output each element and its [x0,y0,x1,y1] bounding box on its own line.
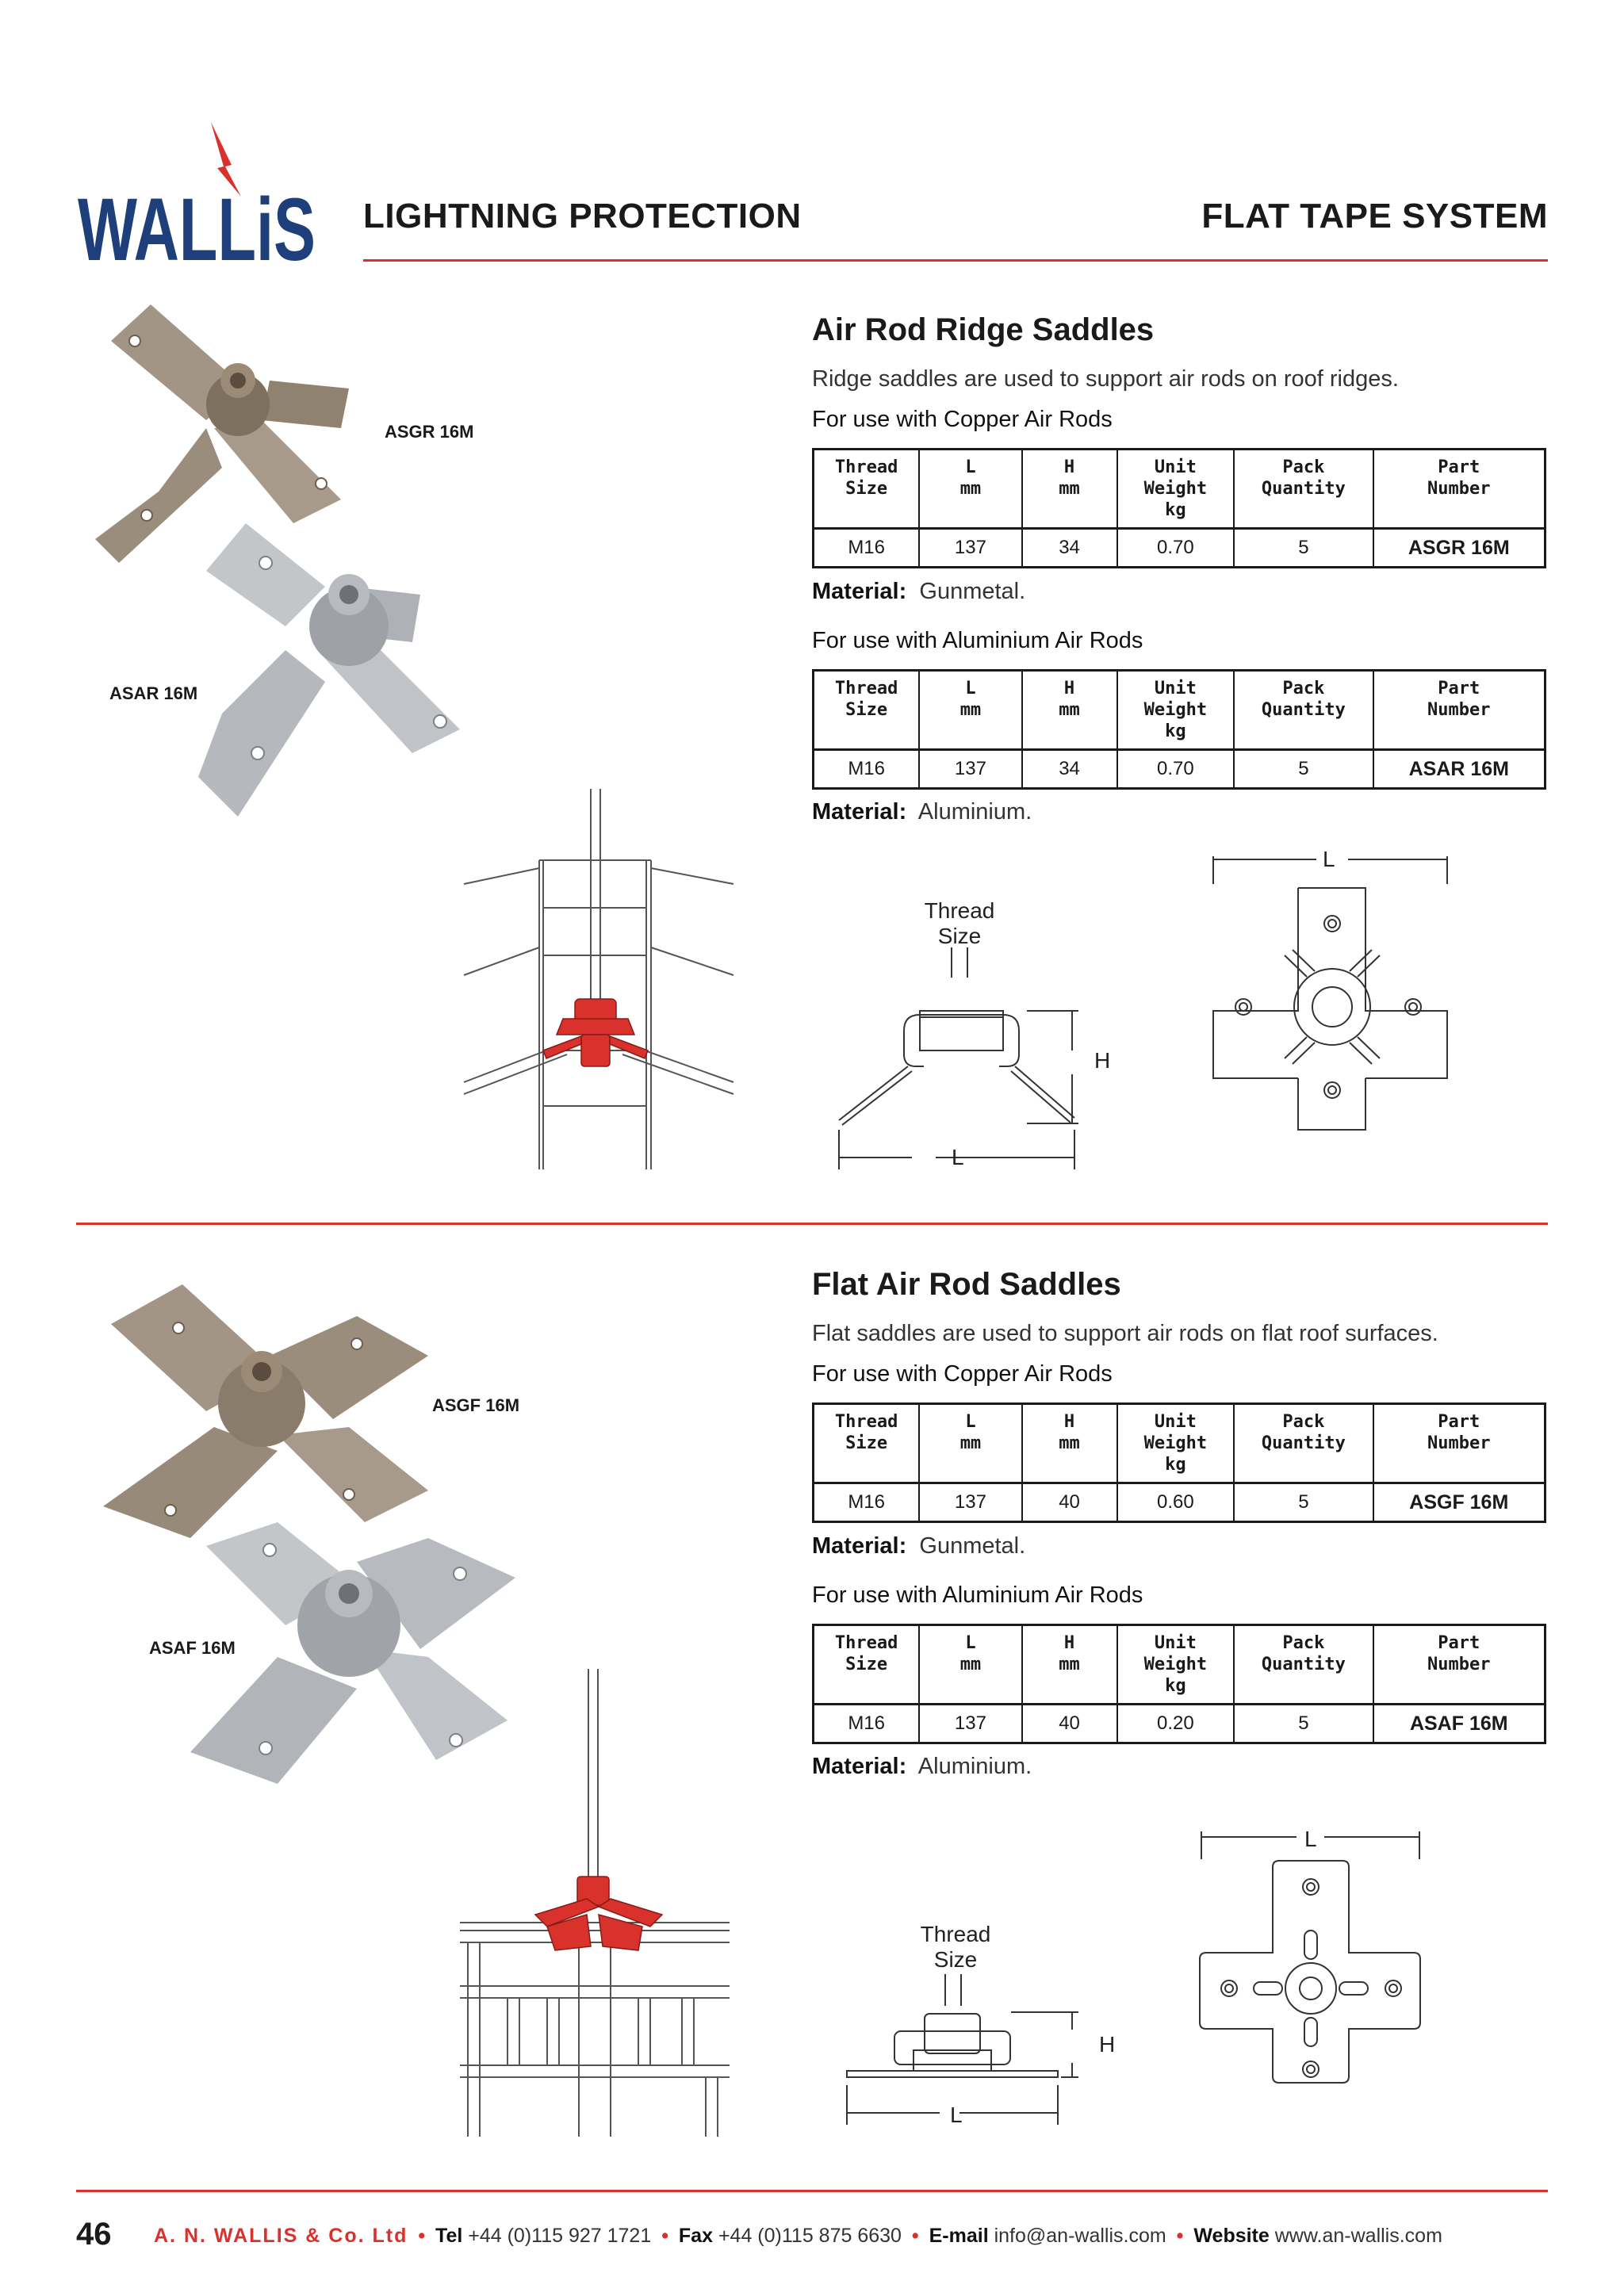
section-divider [76,1223,1548,1225]
cell-h: 40 [1022,1483,1117,1522]
col-thread-size: Thread Size [814,1404,920,1483]
material-value: Aluminium. [917,799,1032,825]
website-link[interactable]: www.an-wallis.com [1274,2225,1442,2247]
size-label: Size [937,924,982,948]
col-thread-size: Thread Size [814,671,920,750]
section-desc-ridge: Ridge saddles are used to support air rods on roof ridges. [812,366,1399,392]
footer-contact: A. N. WALLIS & Co. Ltd • Tel +44 (0)115 927 1721 • Fax +44 (0)115 875 6630 • E-mail info@an-wallis.com • Website www.an-wallis.com [154,2225,1442,2247]
spec-table-asgr [812,448,1546,568]
l-label-ridge: L [952,1145,964,1169]
product-label-asar: ASAR 16M [109,683,198,703]
col-unit-weight: Unit Weight kg [1117,1625,1235,1705]
h-label-ridge: H [1094,1048,1111,1073]
spec-table-asar [812,669,1546,790]
col-pack-quantity: Pack Quantity [1234,1404,1373,1483]
tel-value: +44 (0)115 927 1721 [468,2225,652,2247]
copper-heading-ridge: For use with Copper Air Rods [812,407,1113,432]
red-saddle-highlight [535,1877,662,1950]
table-row [814,1483,1545,1522]
material-flat-alu [812,1754,1032,1780]
section-title-flat: Flat Air Rod Saddles [812,1267,1121,1302]
cell-thread: M16 [848,758,885,779]
fax-value: +44 (0)115 875 6630 [718,2225,902,2247]
header-divider [363,259,1548,262]
cell-pack: 5 [1234,529,1373,568]
cell-pack: 5 [1234,1483,1373,1522]
col-h: H mm [1022,450,1117,529]
col-h: H mm [1022,671,1117,750]
asgr-saddle-photo [95,304,349,563]
cell-thread: M16 [848,1712,885,1734]
cell-weight: 0.20 [1117,1705,1235,1743]
thread-size-label-ridge [896,898,1023,949]
cell-pack: 5 [1234,750,1373,789]
tel-label: Tel [435,2225,463,2247]
header-right-title: FLAT TAPE SYSTEM [1201,197,1548,235]
cell-l: 137 [919,529,1021,568]
table-header-row [814,1404,1545,1483]
col-h: H mm [1022,1625,1117,1705]
product-label-asgr: ASGR 16M [385,422,474,442]
col-part-number: Part Number [1373,1404,1545,1483]
cell-part-number: ASGR 16M [1373,529,1545,568]
col-l: L mm [919,671,1021,750]
table-header-row [814,450,1545,529]
col-unit-weight: Unit Weight kg [1117,450,1235,529]
col-l: L mm [919,1625,1021,1705]
wallis-logo [76,119,330,279]
logo-text: WALLiS [78,180,316,279]
product-label-asaf: ASAF 16M [149,1638,236,1658]
cell-part-number: ASAR 16M [1373,750,1545,789]
col-part-number: Part Number [1373,671,1545,750]
header-left-title: LIGHTNING PROTECTION [363,197,802,235]
copper-heading-flat: For use with Copper Air Rods [812,1361,1113,1387]
material-flat-copper [812,1533,1025,1559]
table-row [814,750,1545,789]
cell-h: 40 [1022,1705,1117,1743]
flat-side-diagram [841,1974,1094,2133]
section-desc-flat: Flat saddles are used to support air rods on flat roof surfaces. [812,1321,1438,1346]
cell-weight: 0.70 [1117,750,1235,789]
thread-label: Thread [920,1922,991,1946]
col-l: L mm [919,450,1021,529]
col-pack-quantity: Pack Quantity [1234,1625,1373,1705]
ridge-installation-drawing [464,789,733,1169]
h-label-flat: H [1099,2032,1116,2057]
email-label: E-mail [929,2225,989,2247]
cell-part-number: ASAF 16M [1373,1705,1545,1743]
table-header-row [814,671,1545,750]
col-unit-weight: Unit Weight kg [1117,671,1235,750]
alu-heading-ridge: For use with Aluminium Air Rods [812,628,1143,653]
size-label: Size [933,1947,978,1972]
material-value: Gunmetal. [919,579,1026,604]
cell-l: 137 [919,1705,1021,1743]
cell-weight: 0.60 [1117,1483,1235,1522]
l-top-label-flat: L [1304,1827,1317,1851]
table-header-row [814,1625,1545,1705]
col-unit-weight: Unit Weight kg [1117,1404,1235,1483]
material-label: Material: [812,1754,907,1779]
col-part-number: Part Number [1373,1625,1545,1705]
red-saddle-highlight [543,999,648,1066]
product-label-asgf: ASGF 16M [432,1395,520,1415]
material-value: Aluminium. [917,1754,1032,1779]
cell-thread: M16 [848,1491,885,1513]
l-label-flat: L [950,2103,963,2127]
col-thread-size: Thread Size [814,450,920,529]
cell-part-number: ASGF 16M [1373,1483,1545,1522]
website-label: Website [1193,2225,1270,2247]
material-value: Gunmetal. [919,1533,1026,1559]
cell-weight: 0.70 [1117,529,1235,568]
cell-pack: 5 [1234,1705,1373,1743]
table-row [814,529,1545,568]
company-name: A. N. WALLIS & Co. Ltd [154,2225,408,2247]
material-ridge-copper [812,579,1025,605]
thread-size-label-flat [892,1922,1019,1973]
asar-saddle-photo [198,523,460,817]
fax-label: Fax [678,2225,713,2247]
page-number: 46 [76,2217,112,2252]
cell-h: 34 [1022,750,1117,789]
flat-top-diagram [1193,1827,1431,2089]
ridge-top-diagram [1205,848,1459,1134]
cell-l: 137 [919,1483,1021,1522]
cell-thread: M16 [848,537,885,558]
material-ridge-alu [812,799,1032,825]
col-l: L mm [919,1404,1021,1483]
col-thread-size: Thread Size [814,1625,920,1705]
table-row [814,1705,1545,1743]
col-pack-quantity: Pack Quantity [1234,671,1373,750]
col-pack-quantity: Pack Quantity [1234,450,1373,529]
material-label: Material: [812,799,907,825]
col-part-number: Part Number [1373,450,1545,529]
section-title-ridge: Air Rod Ridge Saddles [812,312,1155,347]
flat-installation-drawing [460,1669,730,2137]
cell-h: 34 [1022,529,1117,568]
alu-heading-flat: For use with Aluminium Air Rods [812,1582,1143,1608]
footer-divider [76,2190,1548,2192]
col-h: H mm [1022,1404,1117,1483]
email-link[interactable]: info@an-wallis.com [994,2225,1166,2247]
thread-label: Thread [924,898,995,923]
material-label: Material: [812,579,907,604]
spec-table-asgf [812,1402,1546,1523]
l-top-label-ridge: L [1323,847,1335,871]
cell-l: 137 [919,750,1021,789]
product-photo-ridge-saddles [87,301,500,856]
spec-table-asaf [812,1624,1546,1744]
asgf-saddle-photo [103,1284,428,1538]
material-label: Material: [812,1533,907,1559]
